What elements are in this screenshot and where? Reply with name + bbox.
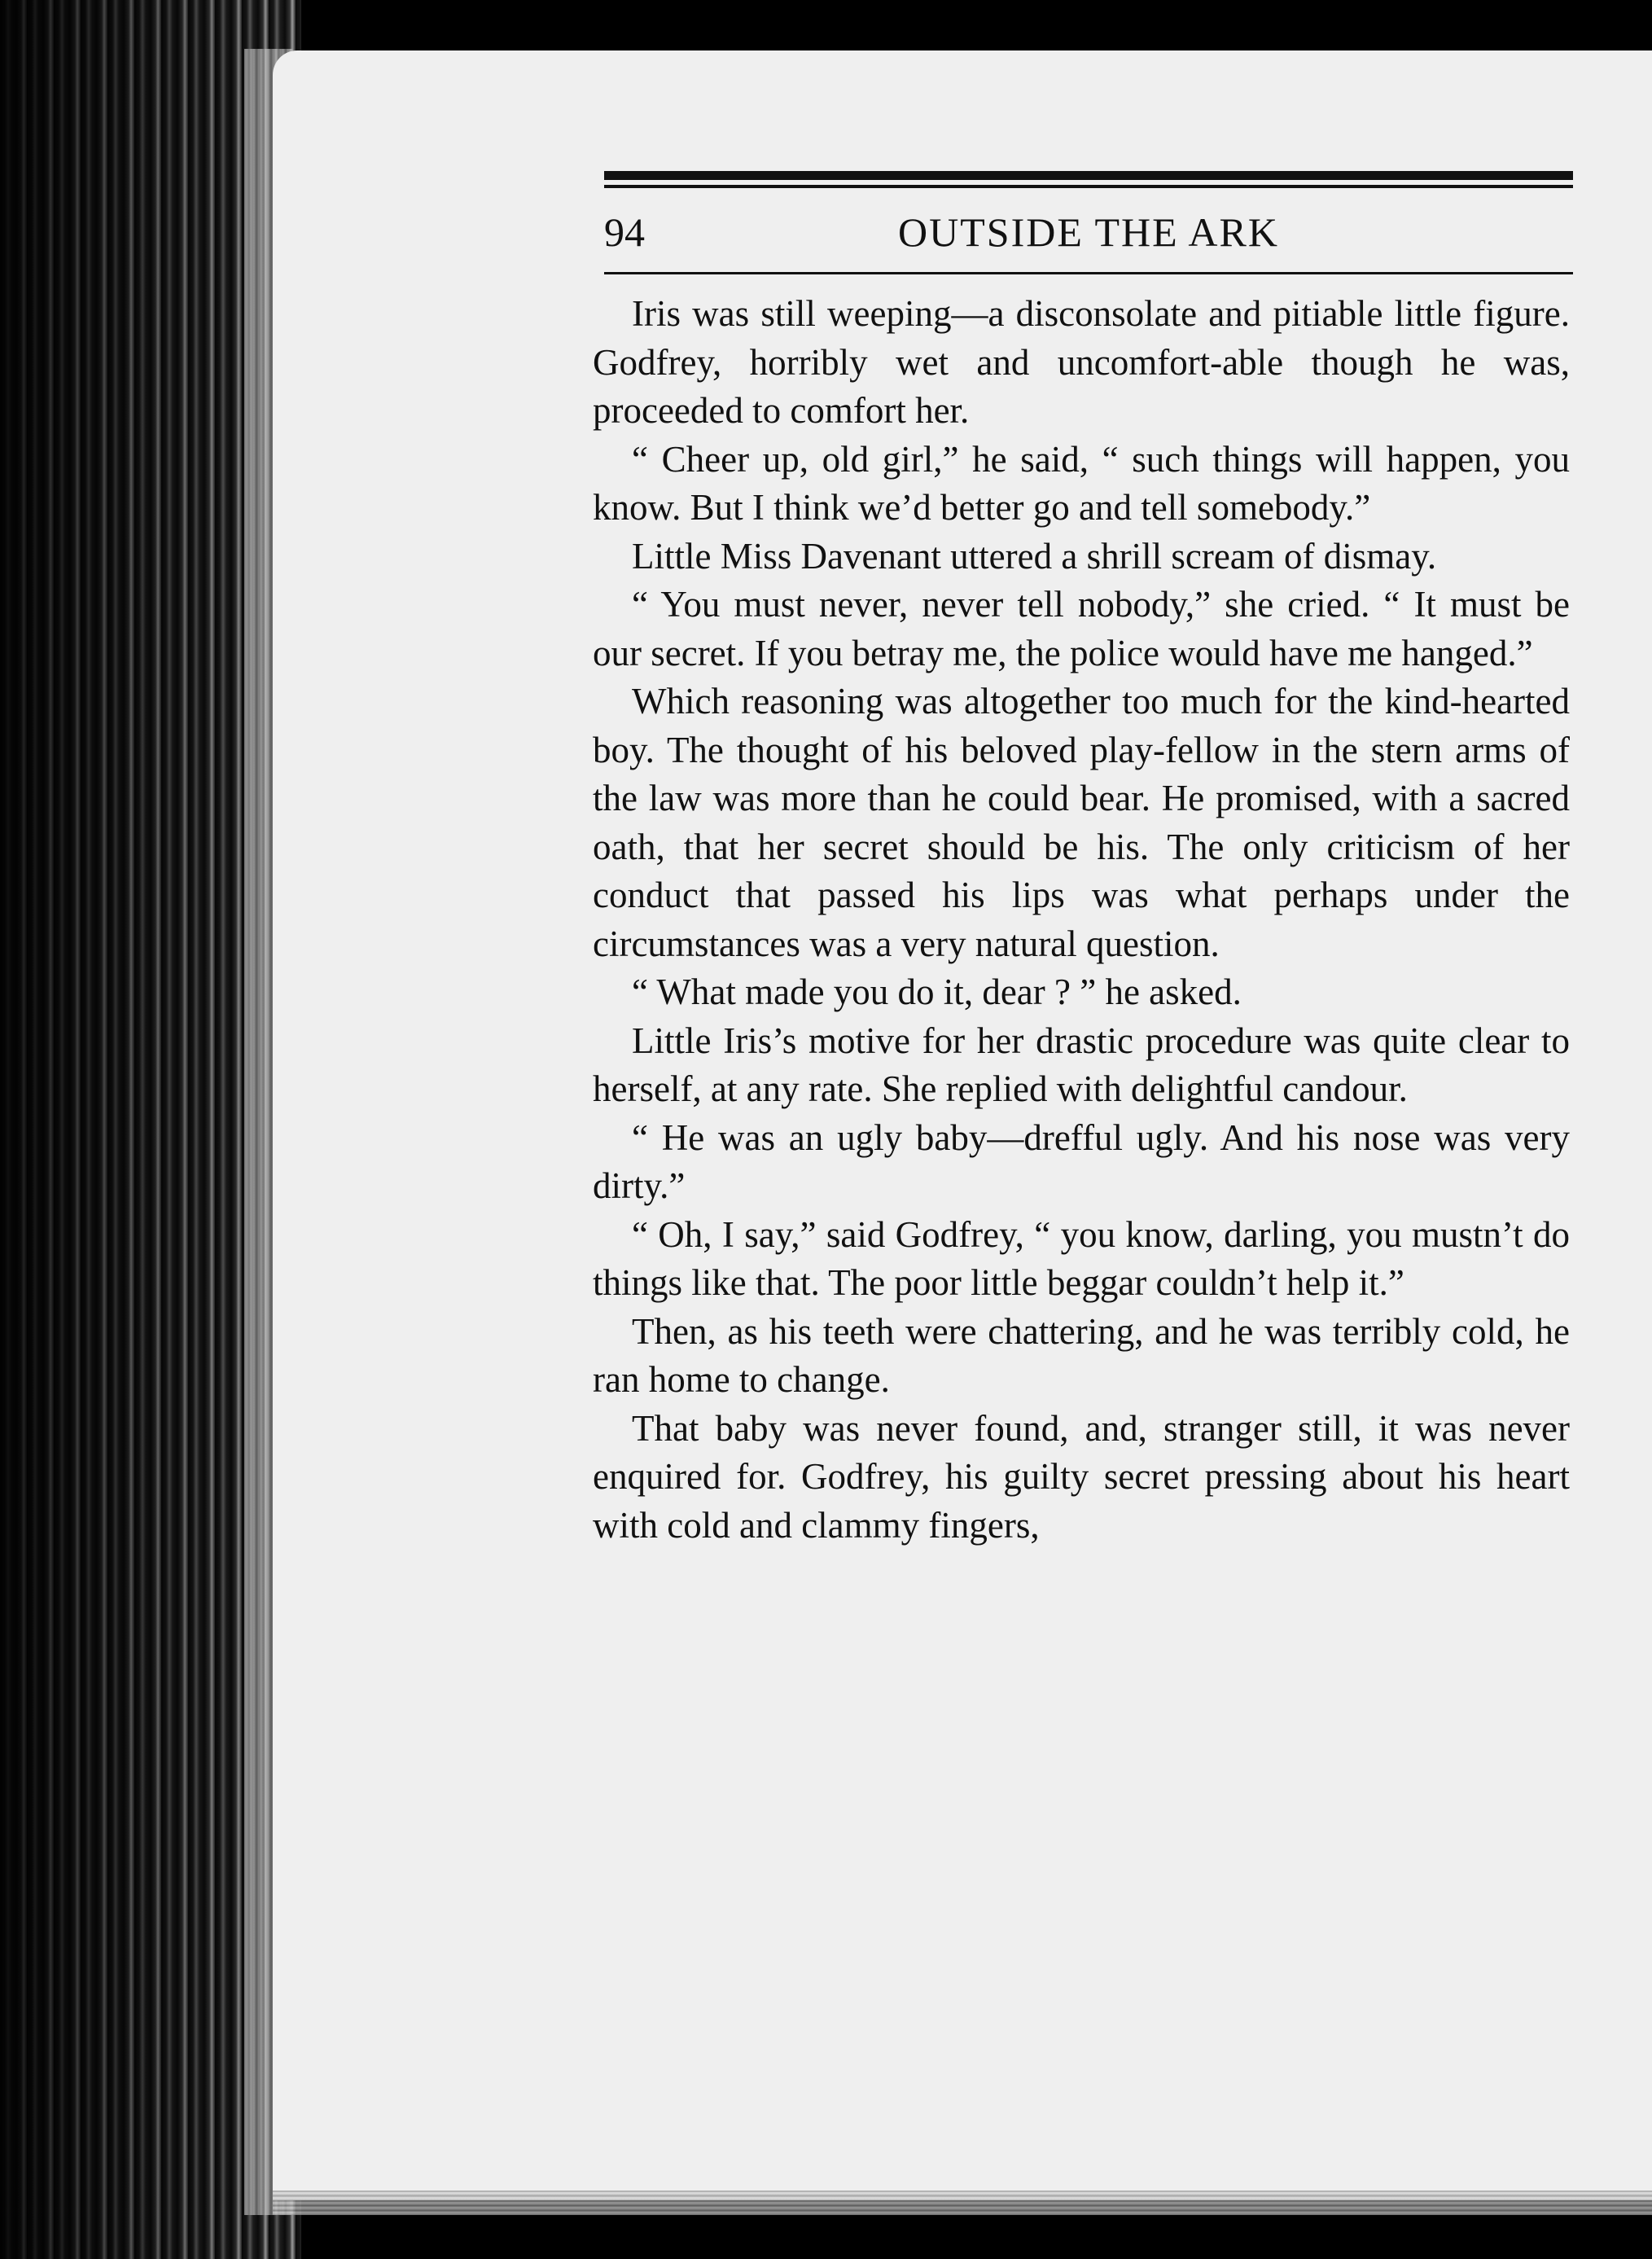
paragraph: “ You must never, never tell nobody,” she cried. “ It must be our secret. If you betray me, the police would have me hanged.” [593,584,1570,673]
running-header [604,204,1573,261]
paragraph: “ He was an ugly baby—drefful ugly. And his nose was very dirty.” [593,1116,1570,1206]
page-number: 94 [604,209,645,255]
running-title: OUTSIDE THE ARK [898,209,1279,255]
body-text [593,290,1570,1550]
paragraph: Iris was still weeping—a disconsolate and pitiable little figure. Godfrey, horribly wet and uncomfort-able though he was, proceeded to comfort her. [593,293,1570,431]
page-bottom-edge [273,2191,1652,2215]
paragraph: Which reasoning was altogether too much for the kind-hearted boy. The thought of his beloved play-fellow in the stern arms of the law was more than he could bear. He promised, with a sacred oath, that her secret should be his. The only criticism of her conduct that passed his lips was what perhaps under the circumstances was a very natural question. [593,681,1570,964]
paragraph: That baby was never found, and, stranger still, it was never enquired for. Godfrey, his guilty secret pressing about his heart with cold and clammy fingers, [593,1407,1570,1546]
paragraph: Little Iris’s motive for her drastic procedure was quite clear to herself, at any rate. She replied with delightful candour. [593,1020,1570,1109]
paragraph: “ Cheer up, old girl,” he said, “ such things will happen, you know. But I think we’d better go and tell somebody.” [593,438,1570,528]
header-double-rule [604,171,1573,194]
paragraph: “ What made you do it, dear ? ” he asked. [632,972,1242,1012]
header-underline [604,272,1573,274]
header-rule-thin [604,185,1573,188]
header-rule-thick [604,171,1573,180]
paragraph: “ Oh, I say,” said Godfrey, “ you know, darling, you mustn’t do things like that. The poor little beggar couldn’t help it.” [593,1213,1570,1303]
paragraph: Then, as his teeth were chattering, and he was terribly cold, he ran home to change. [593,1310,1570,1400]
paragraph: Little Miss Davenant uttered a shrill scream of dismay. [632,535,1437,577]
